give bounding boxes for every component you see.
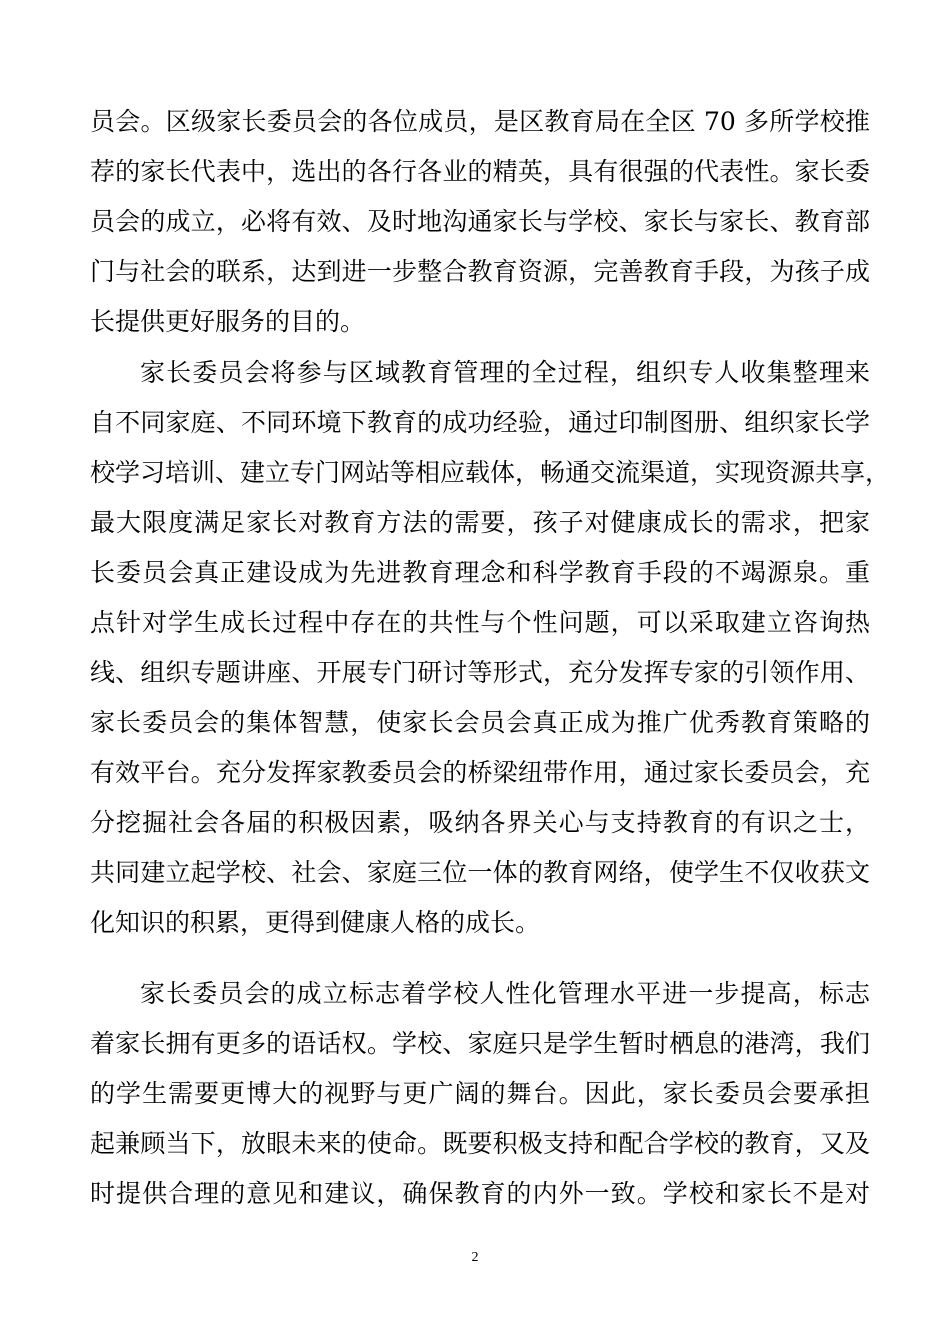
- paragraph-3-line-3: 的学生需要更博大的视野与更广阔的舞台。因此，家长委员会要承担: [90, 1079, 870, 1108]
- paragraph-1-line-3: 员会的成立，必将有效、及时地沟通家长与学校、家长与家长、教育部: [90, 207, 870, 236]
- paragraph-1-line-5: 长提供更好服务的目的。: [90, 307, 366, 336]
- paragraph-2-line-11: 共同建立起学校、社会、家庭三位一体的教育网络，使学生不仅收获文: [90, 858, 870, 887]
- paragraph-3-line-4: 起兼顾当下，放眼未来的使命。既要积极支持和配合学校的教育，又及: [90, 1129, 870, 1158]
- paragraph-2-line-1: 家长委员会将参与区域教育管理的全过程，组织专人收集整理来: [140, 358, 870, 387]
- paragraph-1-line-2: 荐的家长代表中，选出的各行各业的精英，具有很强的代表性。家长委: [90, 157, 870, 186]
- paragraph-2-line-7: 线、组织专题讲座、开展专门研讨等形式，充分发挥专家的引领作用、: [90, 658, 870, 687]
- paragraph-1-line-1: 员会。区级家长委员会的各位成员，是区教育局在全区 70 多所学校推: [90, 107, 870, 136]
- paragraph-2-line-4: 最大限度满足家长对教育方法的需要，孩子对健康成长的需求，把家: [90, 508, 870, 537]
- paragraph-3-line-2: 着家长拥有更多的语话权。学校、家庭只是学生暂时栖息的港湾，我们: [90, 1029, 870, 1058]
- paragraph-2-line-6: 点针对学生成长过程中存在的共性与个性问题，可以采取建立咨询热: [90, 608, 870, 637]
- paragraph-3-line-5: 时提供合理的意见和建议，确保教育的内外一致。学校和家长不是对: [90, 1179, 870, 1208]
- paragraph-1-line-4: 门与社会的联系，达到进一步整合教育资源，完善教育手段，为孩子成: [90, 257, 870, 286]
- paragraph-2-line-3: 校学习培训、建立专门网站等相应载体，畅通交流渠道，实现资源共享，: [90, 458, 891, 487]
- paragraph-2-line-2: 自不同家庭、不同环境下教育的成功经验，通过印制图册、组织家长学: [90, 408, 870, 437]
- paragraph-2-line-8: 家长委员会的集体智慧，使家长会员会真正成为推广优秀教育策略的: [90, 708, 870, 737]
- paragraph-2-line-9: 有效平台。充分发挥家教委员会的桥梁纽带作用，通过家长委员会，充: [90, 758, 870, 787]
- page-number: 2: [471, 1250, 479, 1265]
- paragraph-2-line-5: 长委员会真正建设成为先进教育理念和科学教育手段的不竭源泉。重: [90, 558, 870, 587]
- paragraph-2-line-10: 分挖掘社会各届的积极因素，吸纳各界关心与支持教育的有识之士，: [90, 808, 870, 837]
- paragraph-3-line-1: 家长委员会的成立标志着学校人性化管理水平进一步提高，标志: [140, 979, 870, 1008]
- paragraph-2-line-12: 化知识的积累，更得到健康人格的成长。: [90, 908, 541, 937]
